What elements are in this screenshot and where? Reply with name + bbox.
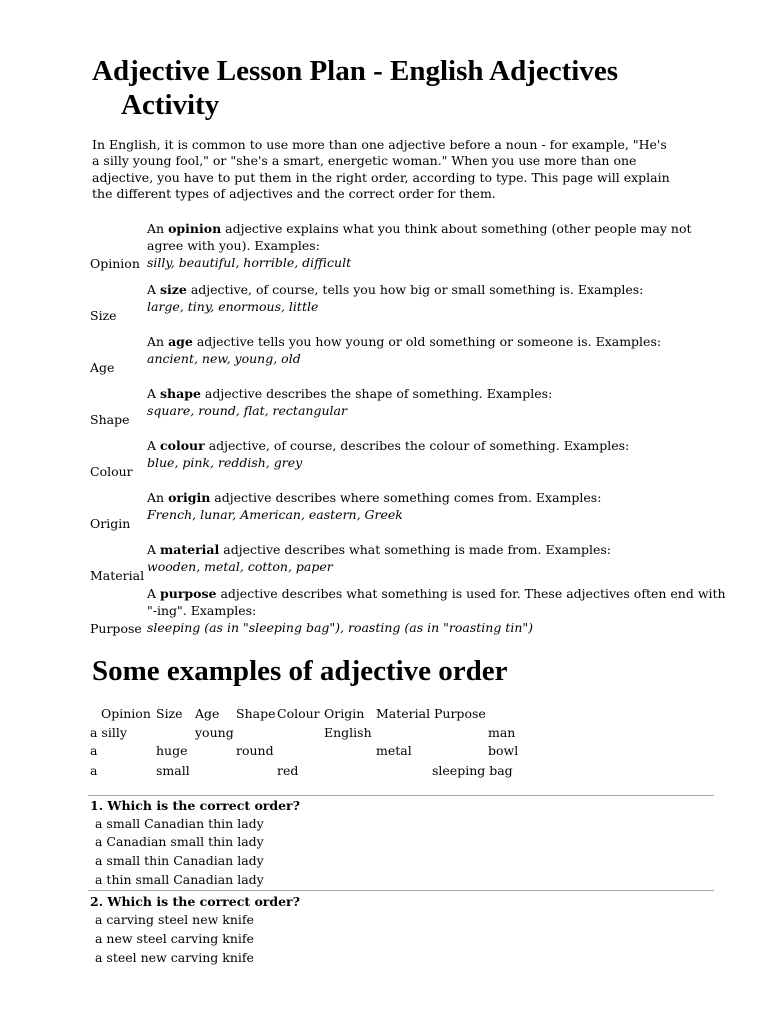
table-cell: small (156, 763, 190, 778)
answer-option[interactable]: a thin small Canadian lady (95, 872, 264, 887)
type-label: Origin (90, 516, 131, 531)
table-header: Material (376, 706, 431, 721)
table-cell: sleeping bag (432, 763, 513, 778)
type-examples: ancient, new, young, old (147, 351, 301, 366)
type-term: colour (160, 438, 205, 453)
title-line-2: Activity (121, 89, 220, 121)
type-description: A material adjective describes what something is made from. Examples: (147, 542, 611, 557)
type-description: A purpose adjective describes what something is used for. These adjectives often end with (147, 586, 726, 601)
answer-option[interactable]: a small thin Canadian lady (95, 853, 264, 868)
table-cell: metal (376, 743, 412, 758)
type-term: opinion (168, 221, 222, 236)
answer-option[interactable]: a small Canadian thin lady (95, 816, 264, 831)
table-cell: man (488, 725, 516, 740)
page-title (92, 54, 618, 88)
table-cell: young (195, 725, 234, 740)
type-examples: silly, beautiful, horrible, difficult (147, 255, 352, 270)
type-label: Age (90, 360, 115, 375)
type-description: An opinion adjective explains what you think about something (other people may not (147, 221, 692, 236)
page-title-continued (121, 88, 219, 122)
table-header: Opinion (101, 706, 151, 721)
type-label: Shape (90, 412, 130, 427)
type-examples: blue, pink, reddish, grey (147, 455, 303, 470)
type-term: size (160, 282, 187, 297)
table-cell: a (90, 743, 98, 758)
type-label: Purpose (90, 621, 142, 636)
type-description: An origin adjective describes where something comes from. Examples: (147, 490, 602, 505)
table-header: Colour (277, 706, 320, 721)
type-examples: wooden, metal, cotton, paper (147, 559, 333, 574)
type-term: origin (168, 490, 211, 505)
question-prompt: 2. Which is the correct order? (90, 894, 300, 909)
divider (88, 795, 714, 796)
table-cell: round (236, 743, 274, 758)
type-examples: sleeping (as in "sleeping bag"), roasting (as in "roasting tin") (147, 620, 533, 635)
type-label: Opinion (90, 256, 140, 271)
answer-option[interactable]: a steel new carving knife (95, 950, 254, 965)
type-term: age (168, 334, 193, 349)
table-header: Age (195, 706, 220, 721)
table-cell: bowl (488, 743, 519, 758)
type-examples: square, round, flat, rectangular (147, 403, 347, 418)
type-term: shape (160, 386, 201, 401)
divider (88, 890, 714, 891)
type-term: purpose (160, 586, 217, 601)
type-label: Colour (90, 464, 133, 479)
table-cell: huge (156, 743, 188, 758)
answer-option[interactable]: a Canadian small thin lady (95, 834, 264, 849)
intro-paragraph: In English, it is common to use more than one adjective before a noun - for example, "He's a silly young fool," or "she's a smart, energetic woman." When you use more than one adjective, you have to put them in the right order, according to type. This page will explain the different types of adjectives and the correct order for them. (92, 137, 670, 202)
type-label: Size (90, 308, 117, 323)
table-header: Origin (324, 706, 365, 721)
type-description-continued: "-ing". Examples: (147, 603, 257, 618)
type-label: Material (90, 568, 145, 583)
type-description: A size adjective, of course, tells you how big or small something is. Examples: (147, 282, 644, 297)
type-description: A colour adjective, of course, describes the colour of something. Examples: (147, 438, 630, 453)
answer-option[interactable]: a carving steel new knife (95, 912, 254, 927)
type-description: A shape adjective describes the shape of something. Examples: (147, 386, 553, 401)
type-examples: large, tiny, enormous, little (147, 299, 319, 314)
table-cell: red (277, 763, 299, 778)
title-line-1: Adjective Lesson Plan - English Adjectives (92, 55, 619, 87)
table-cell: a (90, 763, 98, 778)
type-examples: French, lunar, American, eastern, Greek (147, 507, 403, 522)
type-description-continued: agree with you). Examples: (147, 238, 320, 253)
table-cell: a silly (90, 725, 127, 740)
table-header: Purpose (434, 706, 486, 721)
type-description: An age adjective tells you how young or old something or someone is. Examples: (147, 334, 662, 349)
table-header: Shape (236, 706, 276, 721)
answer-option[interactable]: a new steel carving knife (95, 931, 254, 946)
table-cell: English (324, 725, 372, 740)
type-term: material (160, 542, 220, 557)
section-heading: Some examples of adjective order (92, 655, 508, 687)
question-prompt: 1. Which is the correct order? (90, 798, 300, 813)
table-header: Size (156, 706, 183, 721)
